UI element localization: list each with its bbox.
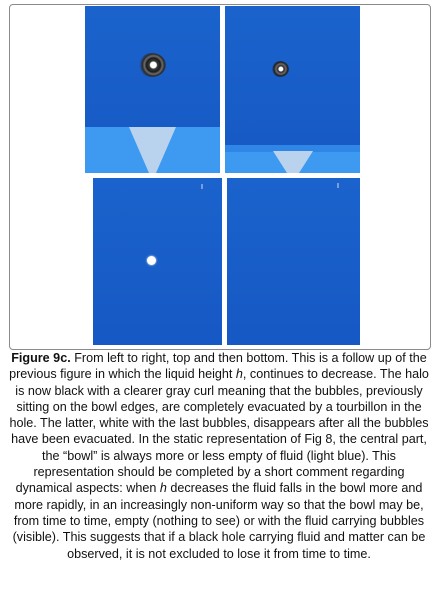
- bowl-cone: [273, 151, 313, 173]
- panel-bottom-right: [227, 178, 360, 345]
- mark: [337, 183, 339, 188]
- white-hole: [147, 256, 156, 265]
- caption-variable: h: [235, 367, 243, 382]
- dark-halo-curl: [138, 53, 166, 77]
- caption-text: , continues to decrease. The halo is now black with a clearer gray curl meaning that the bubbles, previously sitting on the bowl edges, are completely evacuated by a tourbillon in the hole. The latter, white with the last bubbles, disappears after all the bubbles have been evacuated. In the static representation of Fig 8, the central part, the “bowl” is always more or less empty of fluid (light blue). This representation should be completed by a short comment regarding dynamical aspects: when: [9, 367, 429, 496]
- caption-variable: h: [159, 481, 167, 496]
- panel-bottom-left: [93, 178, 222, 345]
- caption-label: Figure 9c.: [11, 351, 71, 365]
- mark: [201, 184, 203, 189]
- panel-top-right: [225, 6, 360, 173]
- caption-text: decreases the fluid falls in the bowl more and more rapidly, in an increasingly non-uniform way so that the bowl may be, from time to time, empty (nothing to see) or with the fluid carrying bubbles (visible). This suggests that if a black hole carrying fluid and matter can be observed, it is not excluded to lose it from time to time.: [12, 481, 426, 561]
- bowl-cone: [129, 127, 176, 173]
- panel-top-left: [85, 6, 220, 173]
- figure-caption: [6, 350, 432, 562]
- caption-text: From left to right, top and then bottom. This is a follow up of the previous figure in which the liquid height: [9, 351, 427, 382]
- dark-halo-curl: [271, 61, 289, 77]
